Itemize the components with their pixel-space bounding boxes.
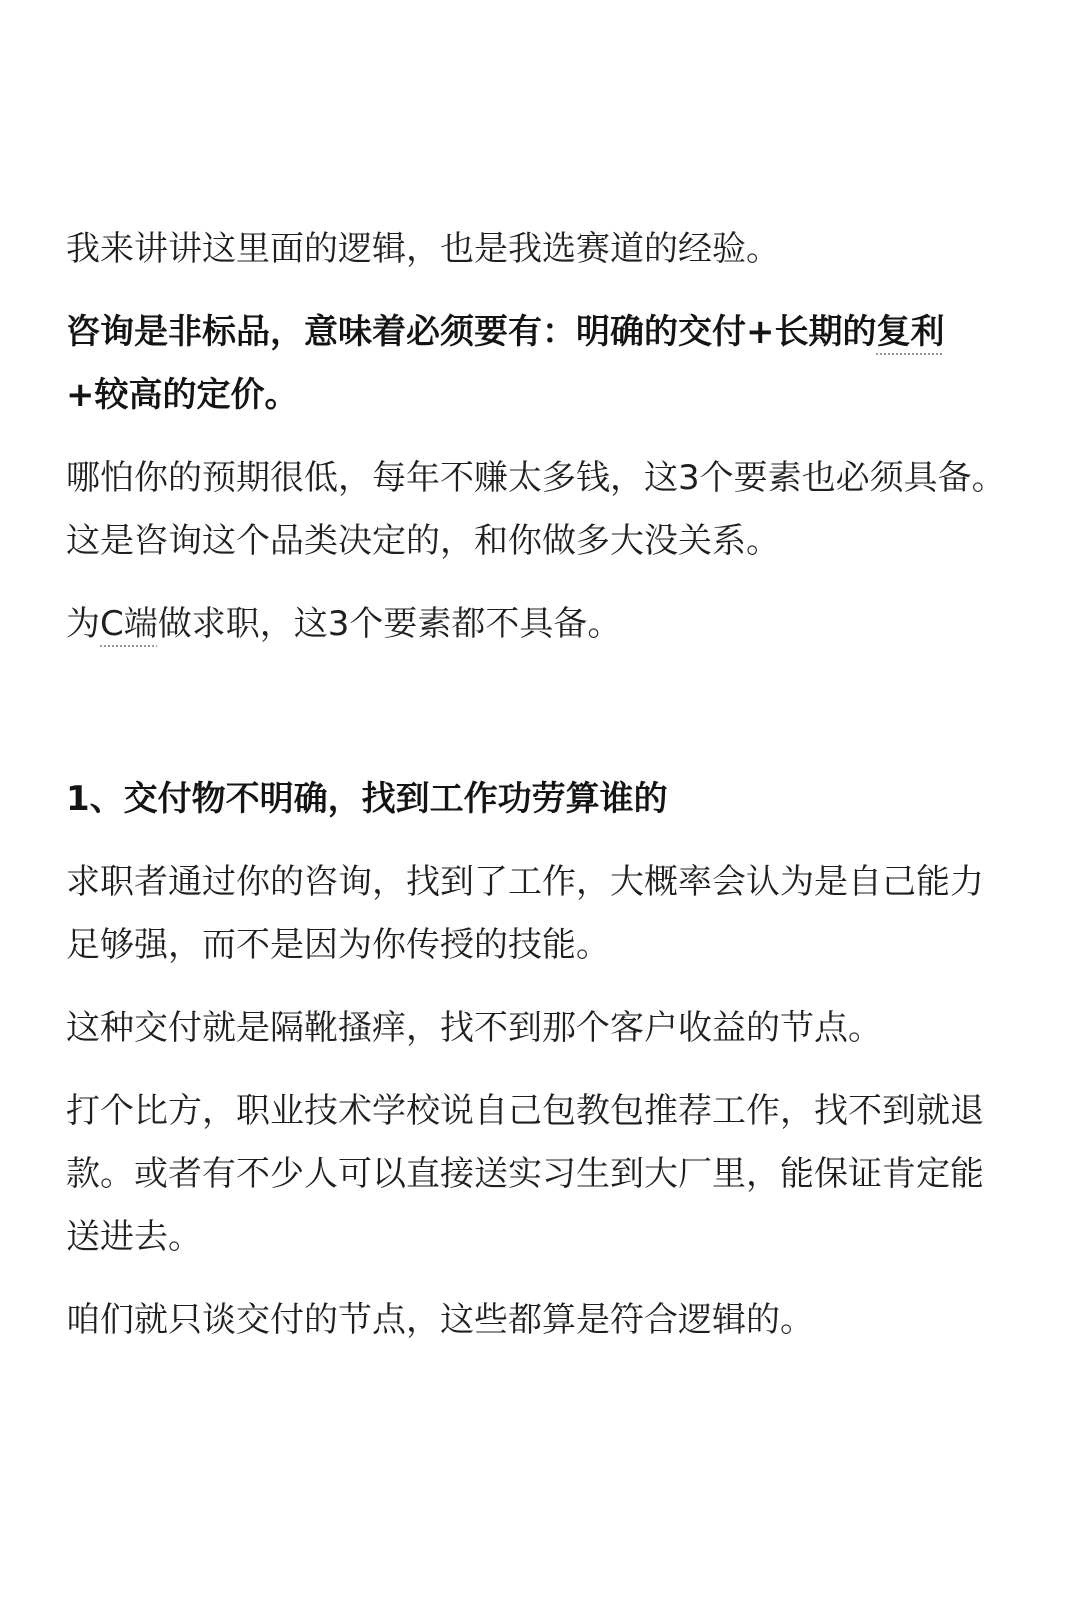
paragraph-intro: 我来讲讲这里面的逻辑，也是我选赛道的经验。 bbox=[66, 229, 780, 269]
section-heading-1: 1、交付物不明确，找到工作功劳算谁的 bbox=[66, 779, 668, 819]
paragraph-job-seeker: 求职者通过你的咨询，找到了工作，大概率会认为是自己能力足够强，而不是因为你传授的技能。 bbox=[66, 862, 984, 965]
term-link-compound-interest[interactable]: 复利 bbox=[876, 312, 945, 352]
paragraph-key-point bbox=[66, 301, 1006, 427]
c-end-text-start: 为 bbox=[66, 604, 100, 644]
key-point-text: 咨询是非标品，意味着必须要有：明确的交付+长期的 bbox=[66, 312, 877, 352]
paragraph-conclusion: 咱们就只谈交付的节点，这些都算是符合逻辑的。 bbox=[66, 1300, 814, 1340]
paragraph-c-end bbox=[66, 593, 1006, 656]
article-content bbox=[66, 218, 1006, 1372]
c-end-text-end: 做求职，这3个要素都不具备。 bbox=[157, 604, 622, 644]
paragraph-example: 打个比方，职业技术学校说自己包教包推荐工作，找不到就退款。或者有不少人可以直接送实习生到大厂里，能保证肯定能送进去。 bbox=[66, 1091, 984, 1257]
paragraph-expectation: 哪怕你的预期很低，每年不赚太多钱，这3个要素也必须具备。这是咨询这个品类决定的，和你做多大没关系。 bbox=[66, 458, 1006, 561]
paragraph-delivery: 这种交付就是隔靴搔痒，找不到那个客户收益的节点。 bbox=[66, 1008, 882, 1048]
term-link-c-end[interactable]: C端 bbox=[100, 604, 158, 644]
key-point-text-end: +较高的定价。 bbox=[66, 375, 299, 415]
